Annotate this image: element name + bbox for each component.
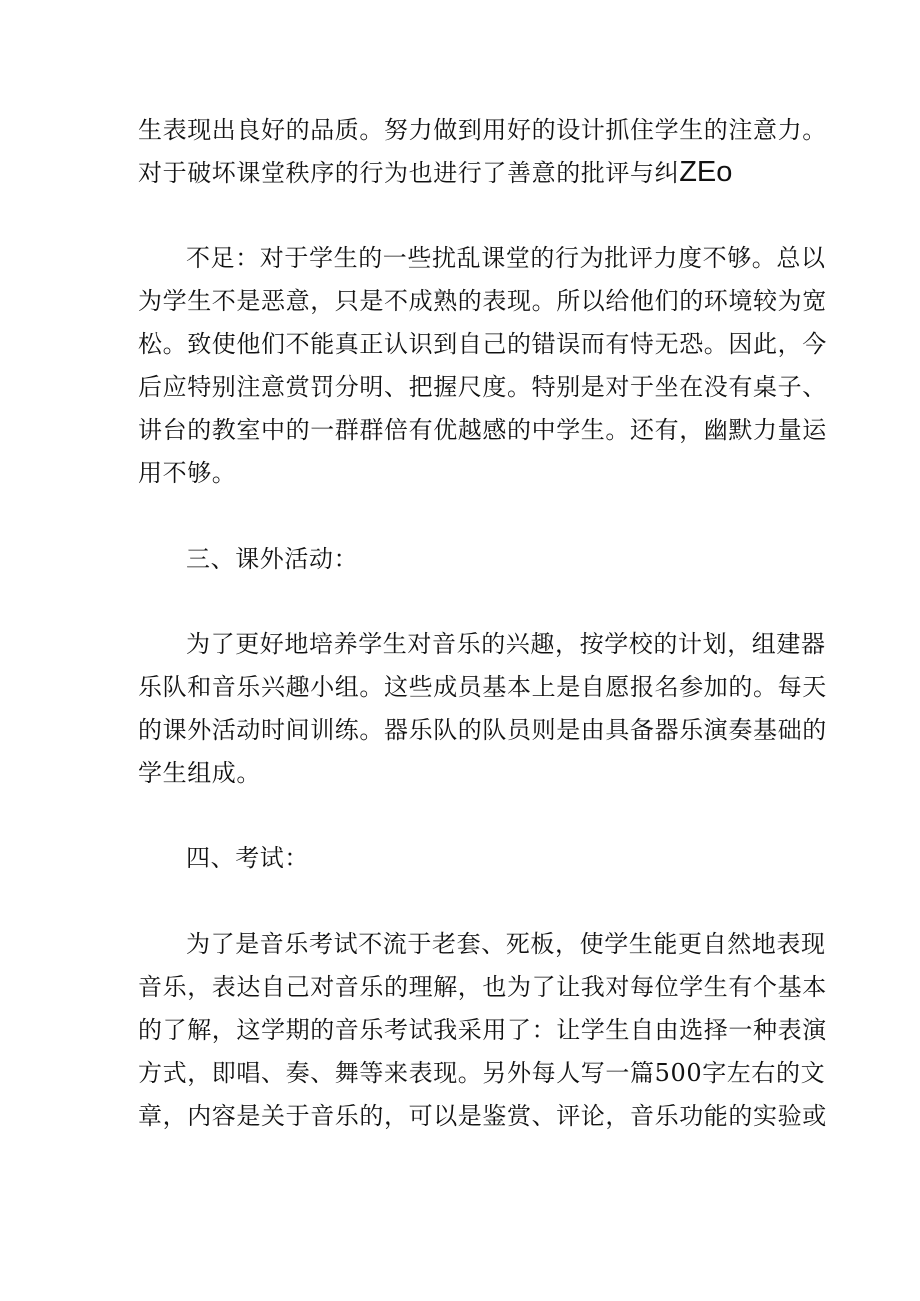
paragraph-3-line-4: 学生组成。 xyxy=(138,759,261,787)
paragraph-2-line-5: 讲台的教室中的一群群倍有优越感的中学生。还有，幽默力量运 xyxy=(138,416,827,444)
paragraph-1-ending: ZEo xyxy=(679,156,733,188)
paragraph-1-line-2 xyxy=(138,152,732,193)
paragraph-2-line-1: 不足：对于学生的一些扰乱课堂的行为批评力度不够。总以 xyxy=(186,244,826,272)
paragraph-2-line-6: 用不够。 xyxy=(138,459,237,487)
paragraph-4-line-2: 音乐，表达自己对音乐的理解，也为了让我对每位学生有个基本 xyxy=(138,973,827,1001)
paragraph-4-line-3: 的了解，这学期的音乐考试我采用了：让学生自由选择一种表演 xyxy=(138,1016,827,1044)
heading-3: 三、课外活动： xyxy=(186,545,359,573)
paragraph-1-line-1: 生表现出良好的品质。努力做到用好的设计抓住学生的注意力。 xyxy=(138,116,827,144)
paragraph-4-line-4: 方式，即唱、奏、舞等来表现。另外每人写一篇500字左右的文 xyxy=(138,1059,826,1087)
paragraph-1-line-2-text: 对于破坏课堂秩序的行为也进行了善意的批评与纠 xyxy=(138,159,680,187)
paragraph-3-line-3: 的课外活动时间训练。器乐队的队员则是由具备器乐演奏基础的 xyxy=(138,716,827,744)
heading-4: 四、考试： xyxy=(186,844,309,872)
paragraph-2-line-4: 后应特别注意赏罚分明、把握尺度。特别是对于坐在没有桌子、 xyxy=(138,373,827,401)
paragraph-3-line-1: 为了更好地培养学生对音乐的兴趣，按学校的计划，组建器 xyxy=(186,630,826,658)
paragraph-3-line-2: 乐队和音乐兴趣小组。这些成员基本上是自愿报名参加的。每天 xyxy=(138,673,827,701)
paragraph-4-line-1: 为了是音乐考试不流于老套、死板，使学生能更自然地表现 xyxy=(186,930,826,958)
paragraph-4-line-5: 章，内容是关于音乐的，可以是鉴赏、评论，音乐功能的实验或 xyxy=(138,1102,827,1130)
paragraph-2-line-2: 为学生不是恶意，只是不成熟的表现。所以给他们的环境较为宽 xyxy=(138,287,827,315)
paragraph-2-line-3: 松。致使他们不能真正认识到自己的错误而有恃无恐。因此，今 xyxy=(138,330,827,358)
